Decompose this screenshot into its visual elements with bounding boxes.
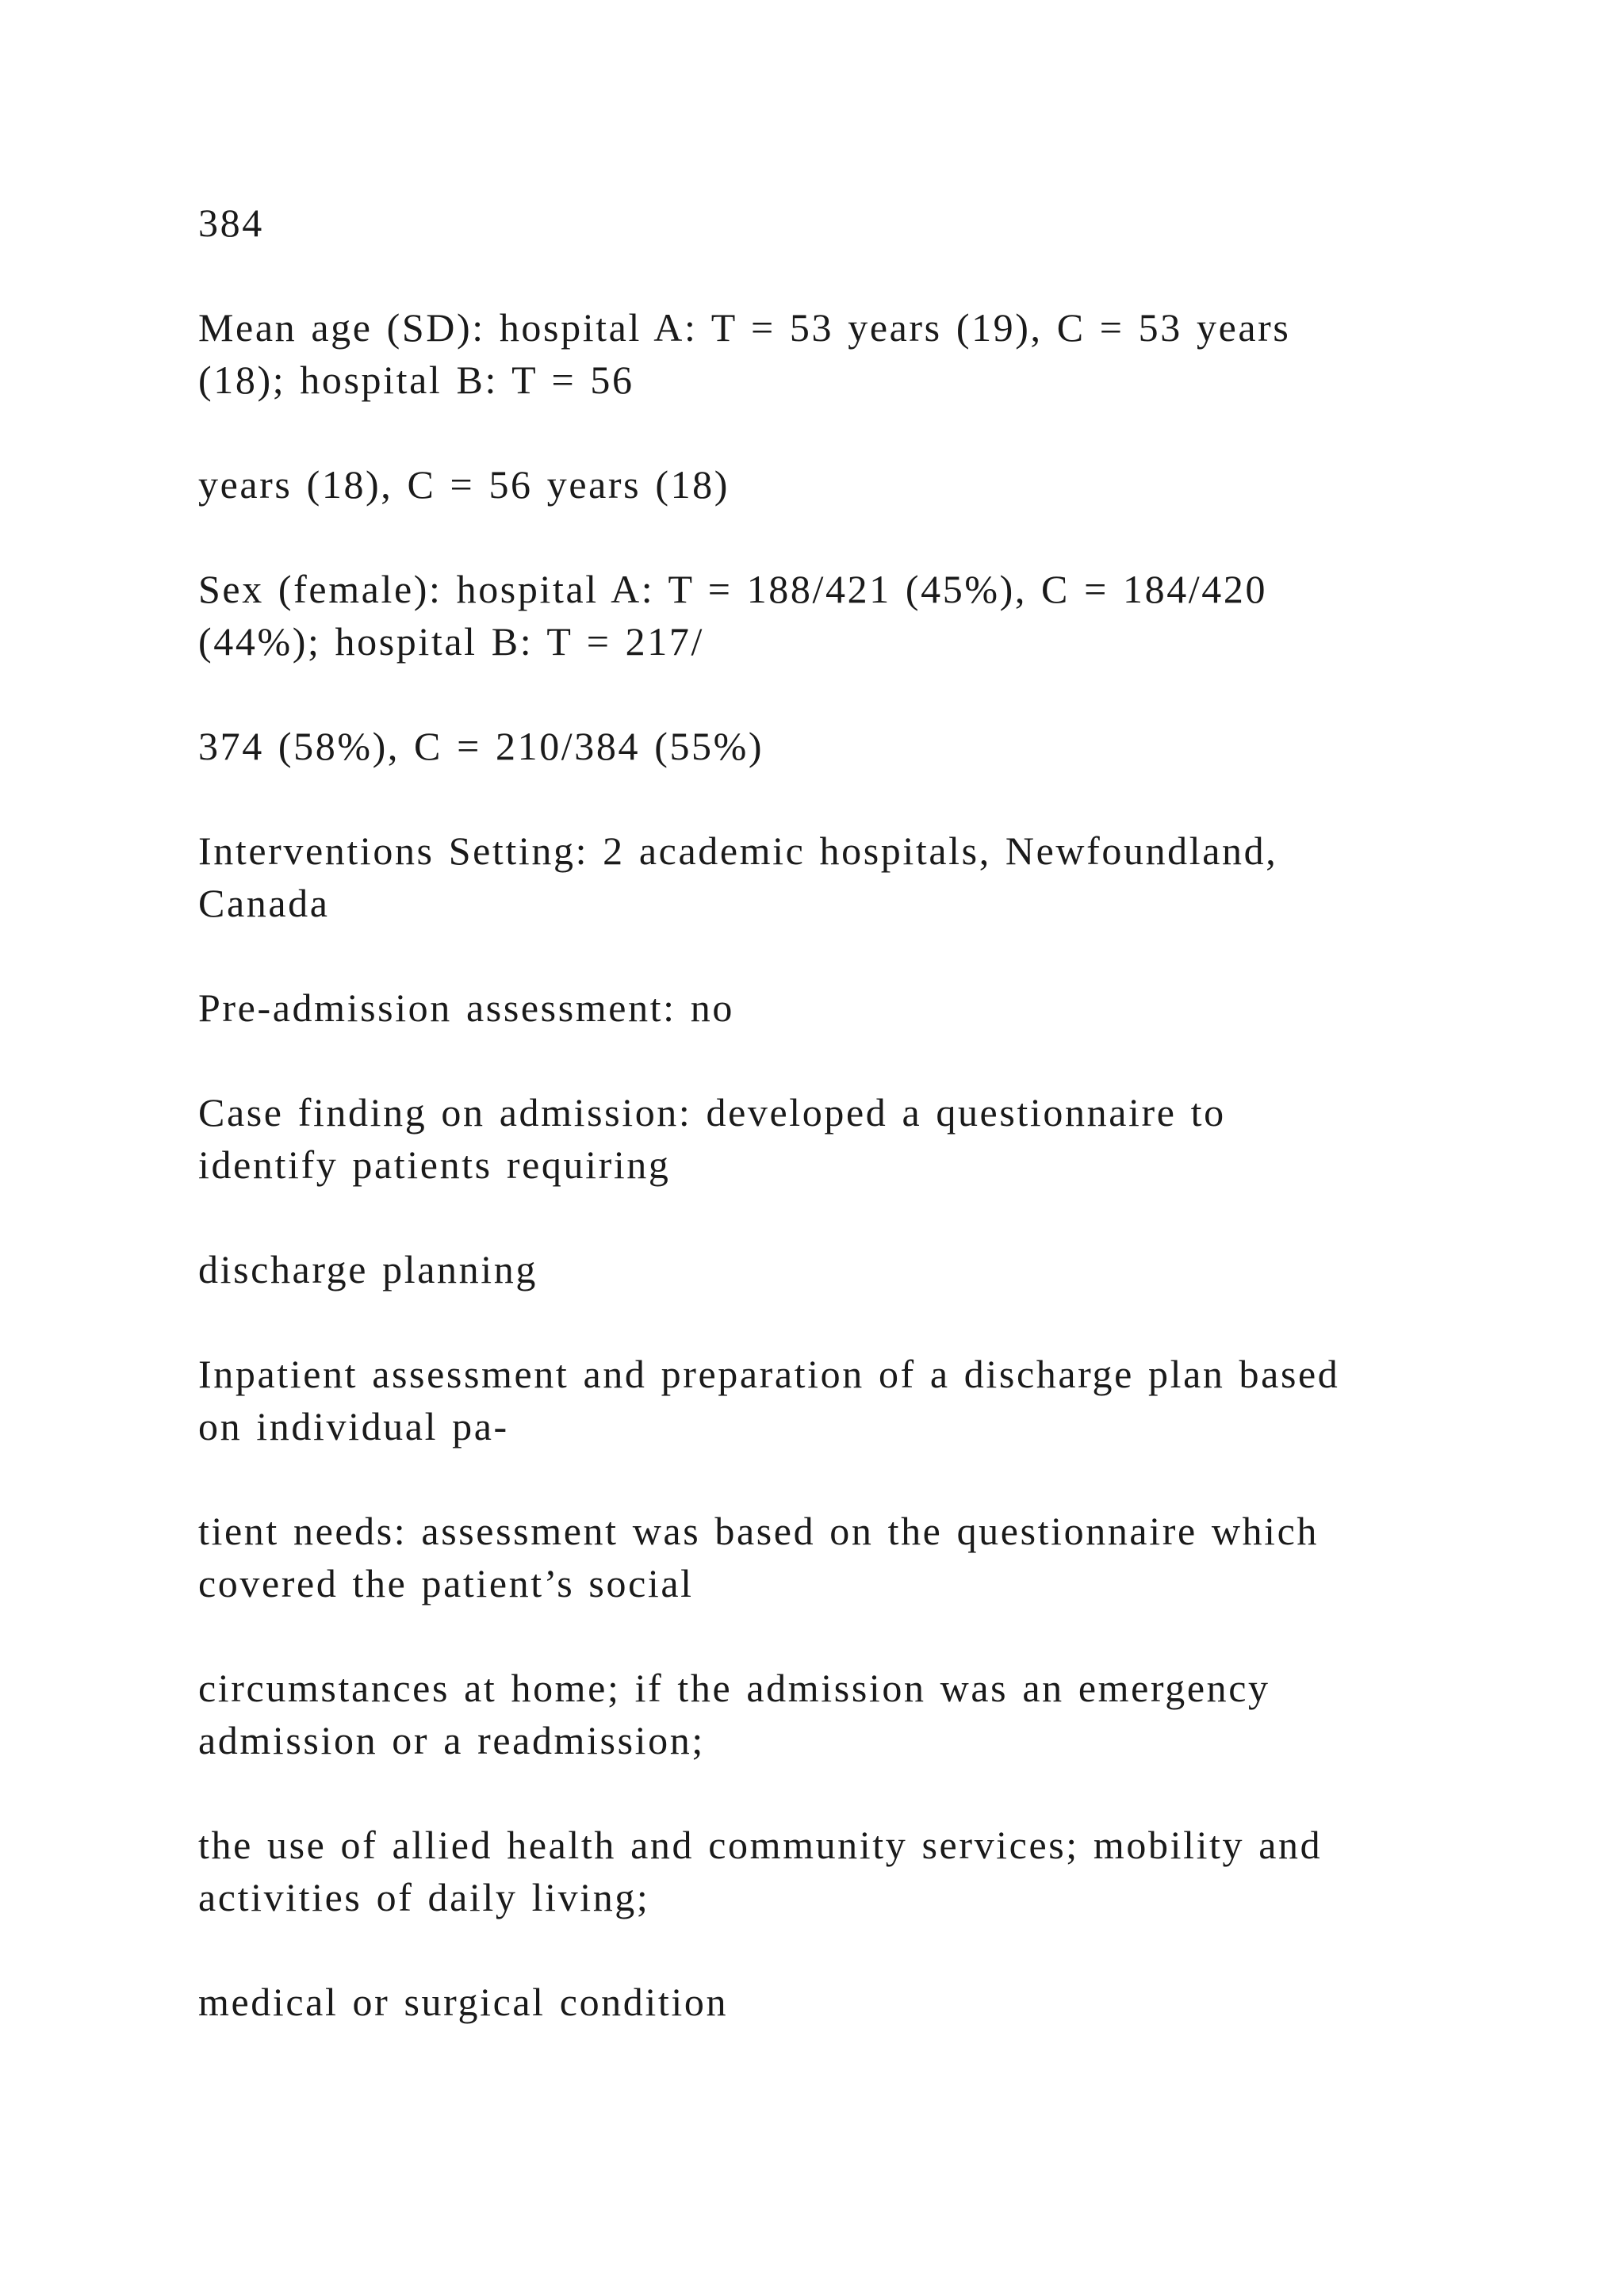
paragraph-interventions-setting xyxy=(198,825,1435,929)
paragraph-sex-cont xyxy=(198,720,1435,772)
text-line: Pre-admission assessment: no xyxy=(198,985,734,1030)
text-line: discharge planning xyxy=(198,1247,538,1292)
paragraph-sex xyxy=(198,563,1435,668)
document-body xyxy=(198,197,1435,2080)
text-line: tient needs: assessment was based on the questionnaire which xyxy=(198,1509,1320,1553)
text-line: activities of daily living; xyxy=(198,1875,650,1919)
text-line: Canada xyxy=(198,881,330,925)
text-line: circumstances at home; if the admission was an emergency xyxy=(198,1666,1270,1710)
text-line: (44%); hospital B: T = 217/ xyxy=(198,619,704,664)
paragraph-allied-health xyxy=(198,1819,1435,1923)
text-line: the use of allied health and community services; mobility and xyxy=(198,1823,1323,1867)
paragraph-case-finding-cont xyxy=(198,1243,1435,1295)
text-line: covered the patient’s social xyxy=(198,1561,694,1605)
text-line: on individual pa- xyxy=(198,1404,509,1448)
text-line: Case finding on admission: developed a questionnaire to xyxy=(198,1090,1226,1135)
page-number-text: 384 xyxy=(198,201,264,245)
text-line: Sex (female): hospital A: T = 188/421 (45%), C = 184/420 xyxy=(198,567,1268,611)
paragraph-pre-admission xyxy=(198,982,1435,1034)
text-line: Mean age (SD): hospital A: T = 53 years (19), C = 53 years xyxy=(198,305,1291,350)
paragraph-circumstances xyxy=(198,1662,1435,1766)
page-number xyxy=(198,197,1435,249)
text-line: 374 (58%), C = 210/384 (55%) xyxy=(198,724,764,768)
paragraph-patient-needs xyxy=(198,1505,1435,1609)
paragraph-condition xyxy=(198,1976,1435,2028)
text-line: (18); hospital B: T = 56 xyxy=(198,358,634,402)
text-line: years (18), C = 56 years (18) xyxy=(198,462,730,507)
text-line: identify patients requiring xyxy=(198,1142,671,1187)
paragraph-mean-age xyxy=(198,301,1435,406)
text-line: admission or a readmission; xyxy=(198,1718,705,1762)
paragraph-inpatient-assessment xyxy=(198,1348,1435,1452)
text-line: Inpatient assessment and preparation of a discharge plan based xyxy=(198,1352,1340,1396)
paragraph-mean-age-cont xyxy=(198,458,1435,511)
paragraph-case-finding xyxy=(198,1086,1435,1191)
text-line: Interventions Setting: 2 academic hospitals, Newfoundland, xyxy=(198,828,1278,873)
text-line: medical or surgical condition xyxy=(198,1980,729,2024)
